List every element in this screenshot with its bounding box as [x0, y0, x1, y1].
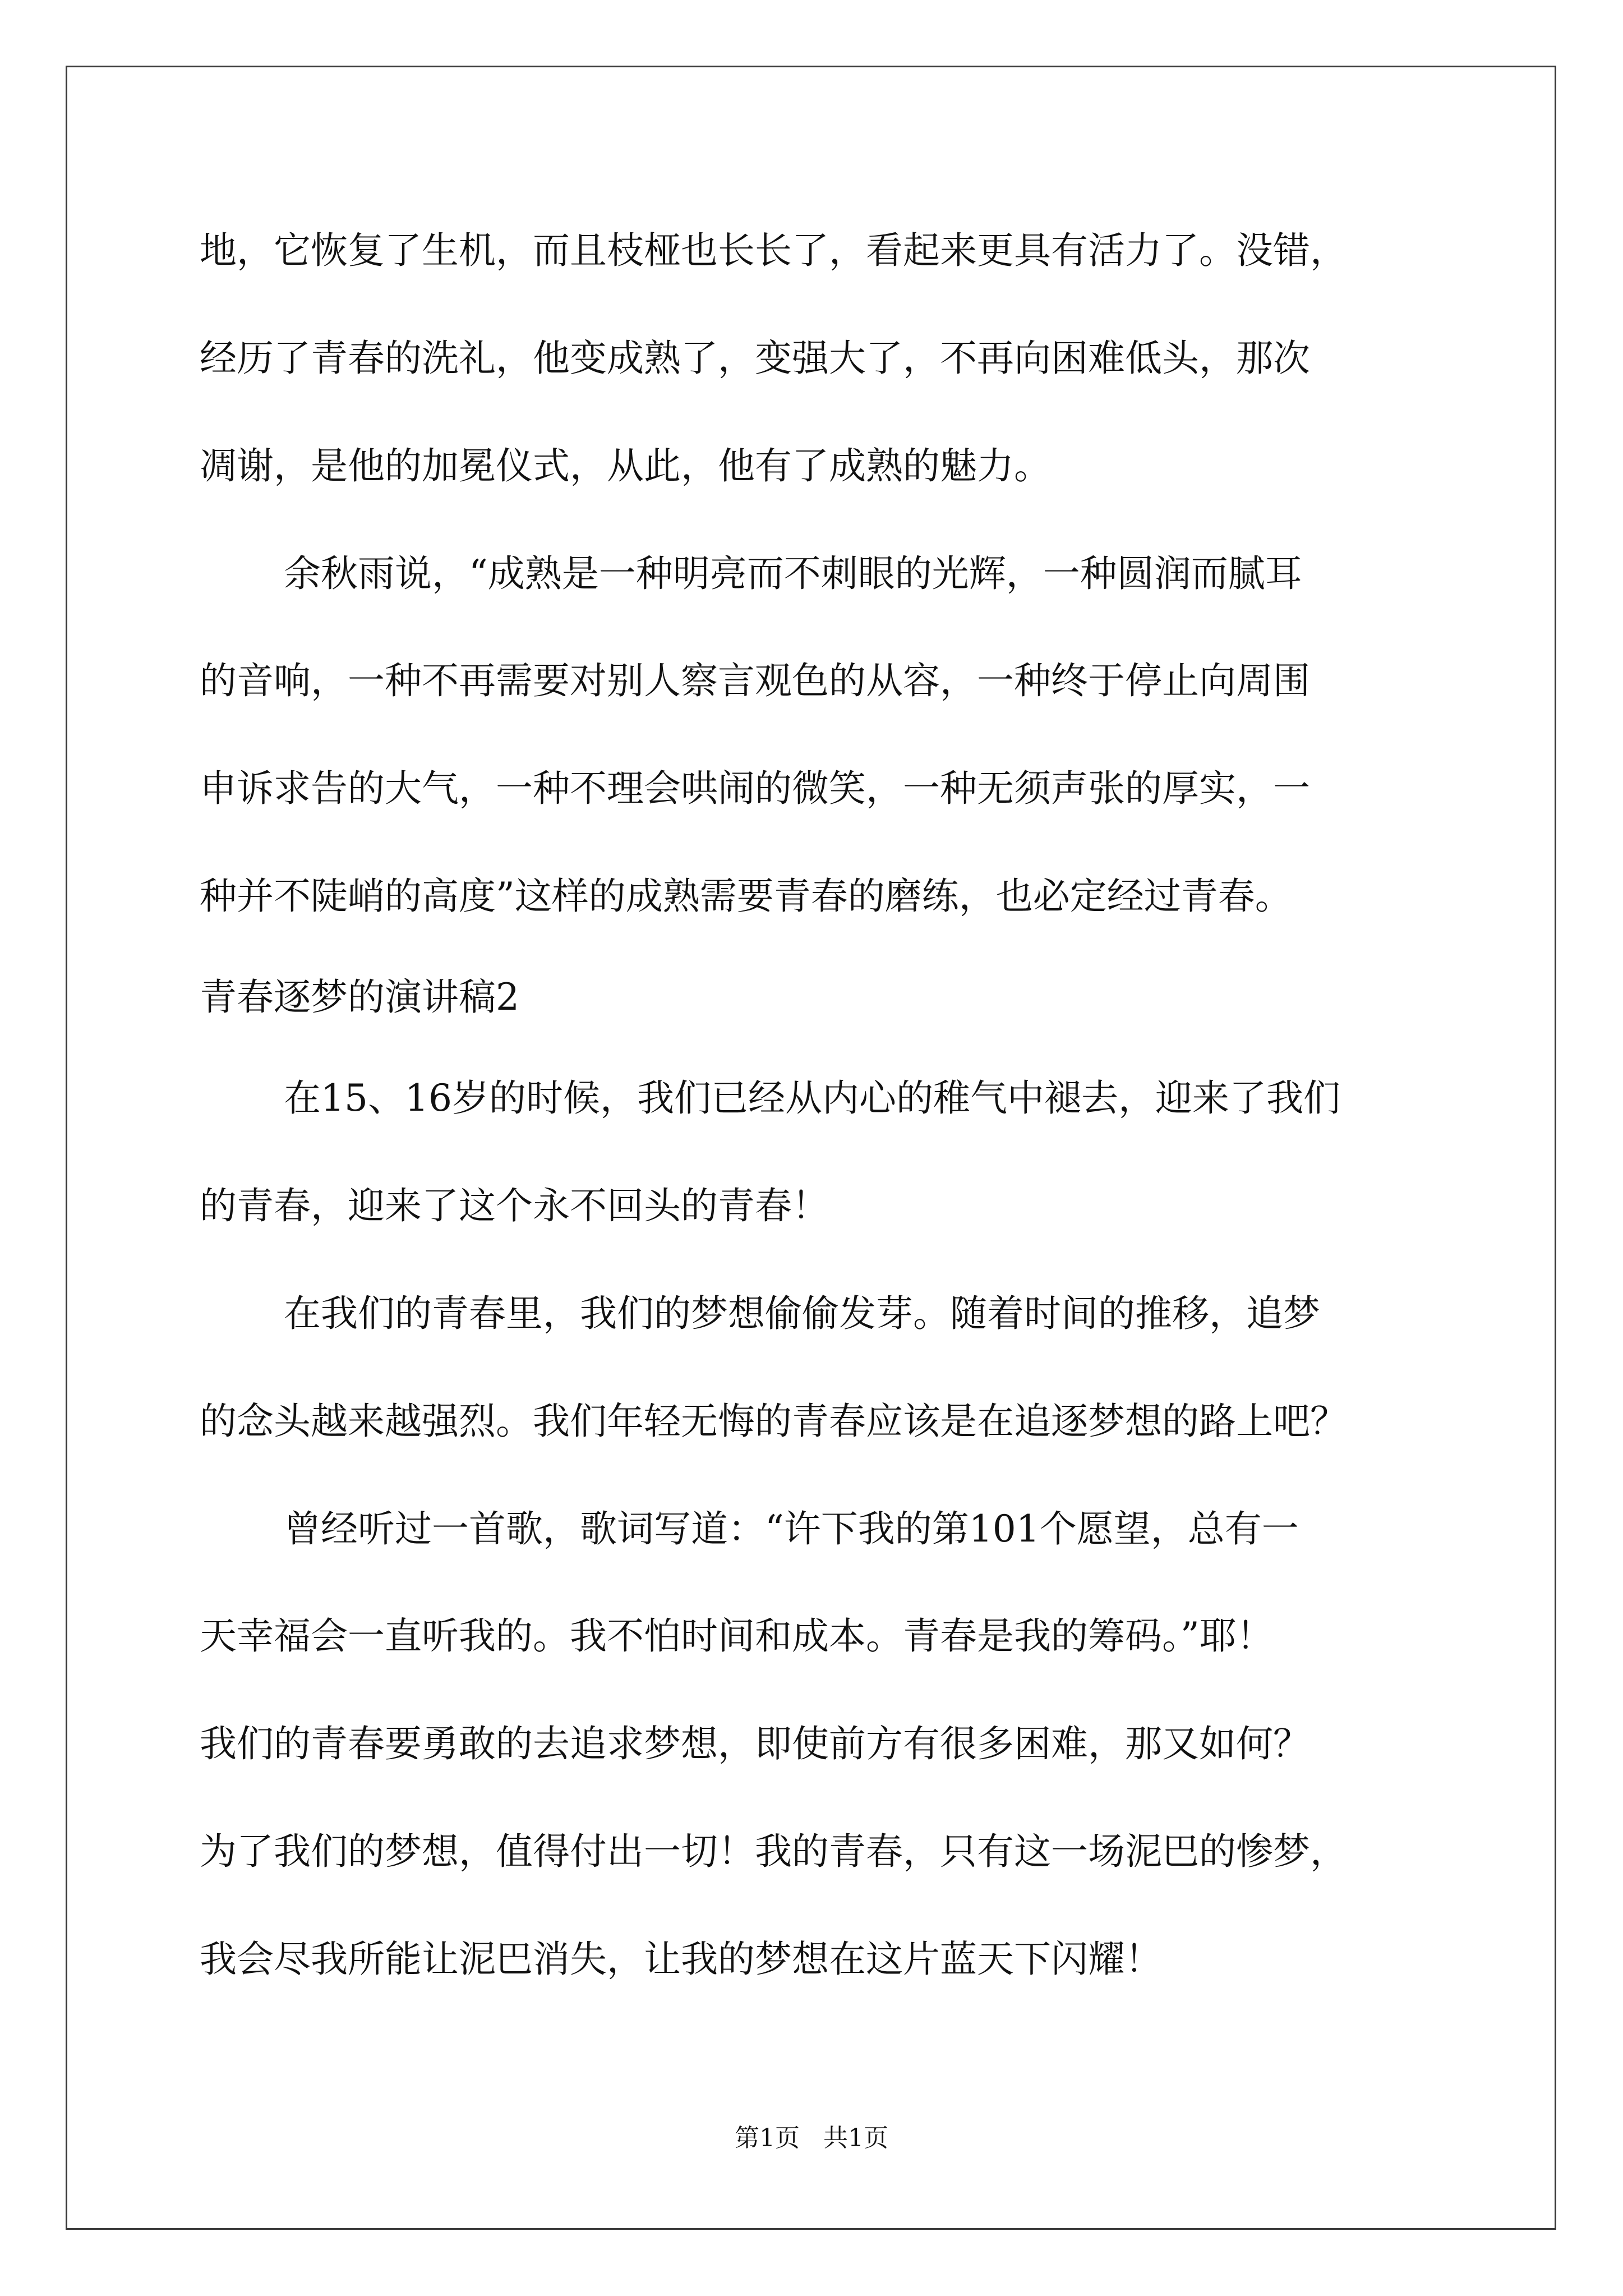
- text-line-11: 在我们的青春里，我们的梦想偷偷发芽。随着时间的推移，追梦: [284, 1292, 1320, 1335]
- text-line-16: 为了我们的梦想，值得付出一切！我的青春，只有这一场泥巴的惨梦，: [200, 1830, 1347, 1873]
- text-line-1: 地，它恢复了生机，而且枝桠也长长了，看起来更具有活力了。没错，: [200, 229, 1347, 272]
- text-line-12: 的念头越来越强烈。我们年轻无悔的青春应该是在追逐梦想的路上吧？: [200, 1400, 1347, 1443]
- page-number: 第1页: [735, 2124, 800, 2152]
- page-total: 共1页: [823, 2124, 888, 2152]
- text-line-4: 余秋雨说，“成熟是一种明亮而不刺眼的光辉，一种圆润而腻耳: [284, 552, 1302, 595]
- text-line-17: 我会尽我所能让泥巴消失，让我的梦想在这片蓝天下闪耀！: [200, 1938, 1162, 1981]
- section-heading: 青春逐梦的演讲稿2: [200, 976, 519, 1019]
- text-line-7: 种并不陡峭的高度”这样的成熟需要青春的磨练，也必定经过青春。: [200, 875, 1292, 918]
- text-line-10: 的青春，迎来了这个永不回头的青春！: [200, 1184, 829, 1227]
- text-line-15: 我们的青春要勇敢的去追求梦想，即使前方有很多困难，那又如何？: [200, 1722, 1310, 1765]
- text-line-2: 经历了青春的洗礼，他变成熟了，变强大了，不再向困难低头，那次: [200, 337, 1310, 380]
- text-line-13: 曾经听过一首歌，歌词写道：“许下我的第101个愿望，总有一: [284, 1507, 1299, 1550]
- text-line-3: 凋谢，是他的加冕仪式，从此，他有了成熟的魅力。: [200, 444, 1051, 487]
- text-line-5: 的音响，一种不再需要对别人察言观色的从容，一种终于停止向周围: [200, 659, 1310, 702]
- page-footer: [0, 2118, 1623, 2154]
- text-line-14: 天幸福会一直听我的。我不怕时间和成本。青春是我的筹码。”耶！: [200, 1614, 1274, 1658]
- text-line-9: 在15、16岁的时候，我们已经从内心的稚气中褪去，迎来了我们: [284, 1076, 1340, 1120]
- text-line-6: 申诉求告的大气，一种不理会哄闹的微笑，一种无须声张的厚实，一: [200, 767, 1310, 810]
- page-border: [66, 66, 1556, 2230]
